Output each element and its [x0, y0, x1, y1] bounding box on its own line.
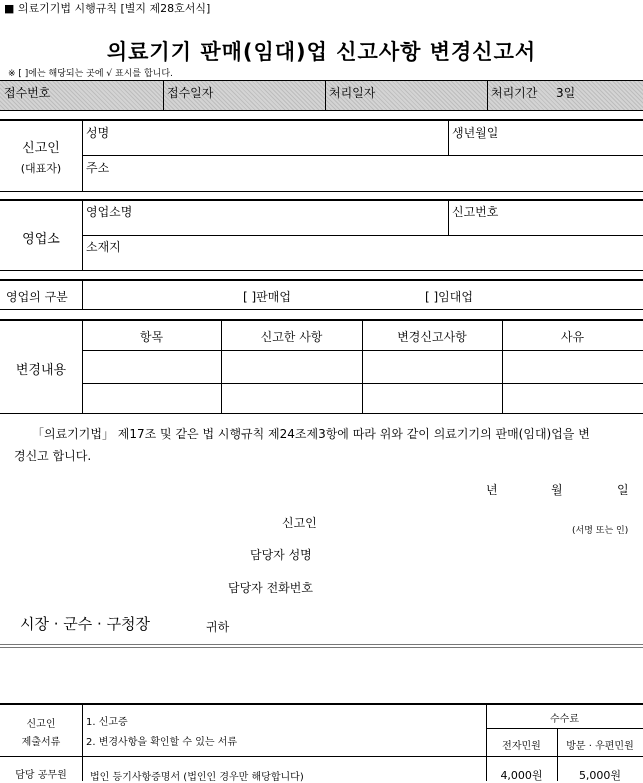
- recipient-title: 시장 · 군수 · 구청장: [20, 615, 151, 633]
- sale-checkbox[interactable]: [ ]판매업: [243, 290, 291, 304]
- law-reference: ■ 의료기기법 시행규칙 [별지 제28호서식]: [4, 2, 211, 15]
- fee-electronic-value: 4,000원: [500, 769, 543, 782]
- recipient-suffix: 귀하: [206, 620, 230, 634]
- official-check-doc: 법인 등기사항증명서 (법인인 경우만 해당합니다): [90, 772, 304, 783]
- processing-period-label: 처리기간: [491, 86, 538, 100]
- address-field[interactable]: 주소: [86, 161, 110, 175]
- staff-phone-label: 담당자 전화번호: [228, 581, 313, 595]
- change-item-cell-1[interactable]: [83, 351, 221, 383]
- receipt-row: [0, 80, 643, 110]
- reported-cell-2[interactable]: [222, 384, 362, 413]
- fee-visit-label: 방문 · 우편민원: [566, 741, 634, 752]
- business-label: 영업소: [22, 232, 60, 247]
- signer-label: 신고인: [282, 516, 317, 530]
- form-title: 의료기기 판매(임대)업 신고사항 변경신고서: [106, 40, 537, 64]
- location-field[interactable]: 소재지: [86, 240, 121, 254]
- official-label: 담당 공무원: [15, 770, 67, 781]
- applicant-label: 신고인: [22, 141, 60, 156]
- business-type-label: 영업의 구분: [6, 290, 68, 304]
- col-item-header: 항목: [139, 330, 164, 344]
- instruction-note: ※ [ ]에는 해당되는 곳에 √ 표시를 합니다.: [8, 69, 173, 79]
- birth-date-field[interactable]: 생년월일: [452, 126, 499, 140]
- submit-label-2: 제출서류: [21, 737, 61, 748]
- date-day[interactable]: 일: [617, 483, 629, 497]
- required-doc-2: 2. 변경사항을 확인할 수 있는 서류: [86, 737, 238, 748]
- date-month[interactable]: 월: [551, 483, 563, 497]
- declaration-line-1: 「의료기기법」 제17조 및 같은 법 시행규칙 제24조제3항에 따라 위와 같이 의료기기의 판매(임대)업을 변: [32, 427, 590, 441]
- declaration-line-2: 경신고 합니다.: [14, 449, 92, 463]
- receipt-date-label: 접수일자: [167, 86, 214, 100]
- fee-visit-value: 5,000원: [578, 769, 622, 782]
- processed-date-label: 처리일자: [329, 86, 376, 100]
- processing-period-value: 3일: [556, 86, 576, 100]
- submit-label-1: 신고인: [26, 719, 56, 730]
- applicant-sub-label: (대표자): [20, 162, 62, 175]
- reason-cell-1[interactable]: [503, 351, 643, 383]
- rental-checkbox[interactable]: [ ]임대업: [425, 290, 473, 304]
- reason-cell-2[interactable]: [503, 384, 643, 413]
- report-number-field[interactable]: 신고번호: [452, 205, 499, 219]
- col-reported-header: 신고한 사항: [260, 330, 323, 344]
- change-cell-2[interactable]: [363, 384, 502, 413]
- reported-cell-1[interactable]: [222, 351, 362, 383]
- col-change-header: 변경신고사항: [397, 330, 467, 344]
- changes-label: 변경내용: [15, 363, 67, 378]
- required-doc-1: 1. 신고증: [86, 717, 128, 728]
- change-item-cell-2[interactable]: [83, 384, 221, 413]
- staff-name-label: 담당자 성명: [250, 548, 312, 562]
- name-field[interactable]: 성명: [86, 126, 110, 140]
- business-name-field[interactable]: 영업소명: [86, 205, 133, 219]
- fee-header: 수수료: [550, 714, 579, 725]
- col-reason-header: 사유: [560, 330, 585, 344]
- signature-note[interactable]: (서명 또는 인): [572, 526, 629, 536]
- fee-electronic-label: 전자민원: [502, 741, 541, 752]
- receipt-number-label: 접수번호: [4, 86, 51, 100]
- change-cell-1[interactable]: [363, 351, 502, 383]
- date-year[interactable]: 년: [486, 483, 498, 497]
